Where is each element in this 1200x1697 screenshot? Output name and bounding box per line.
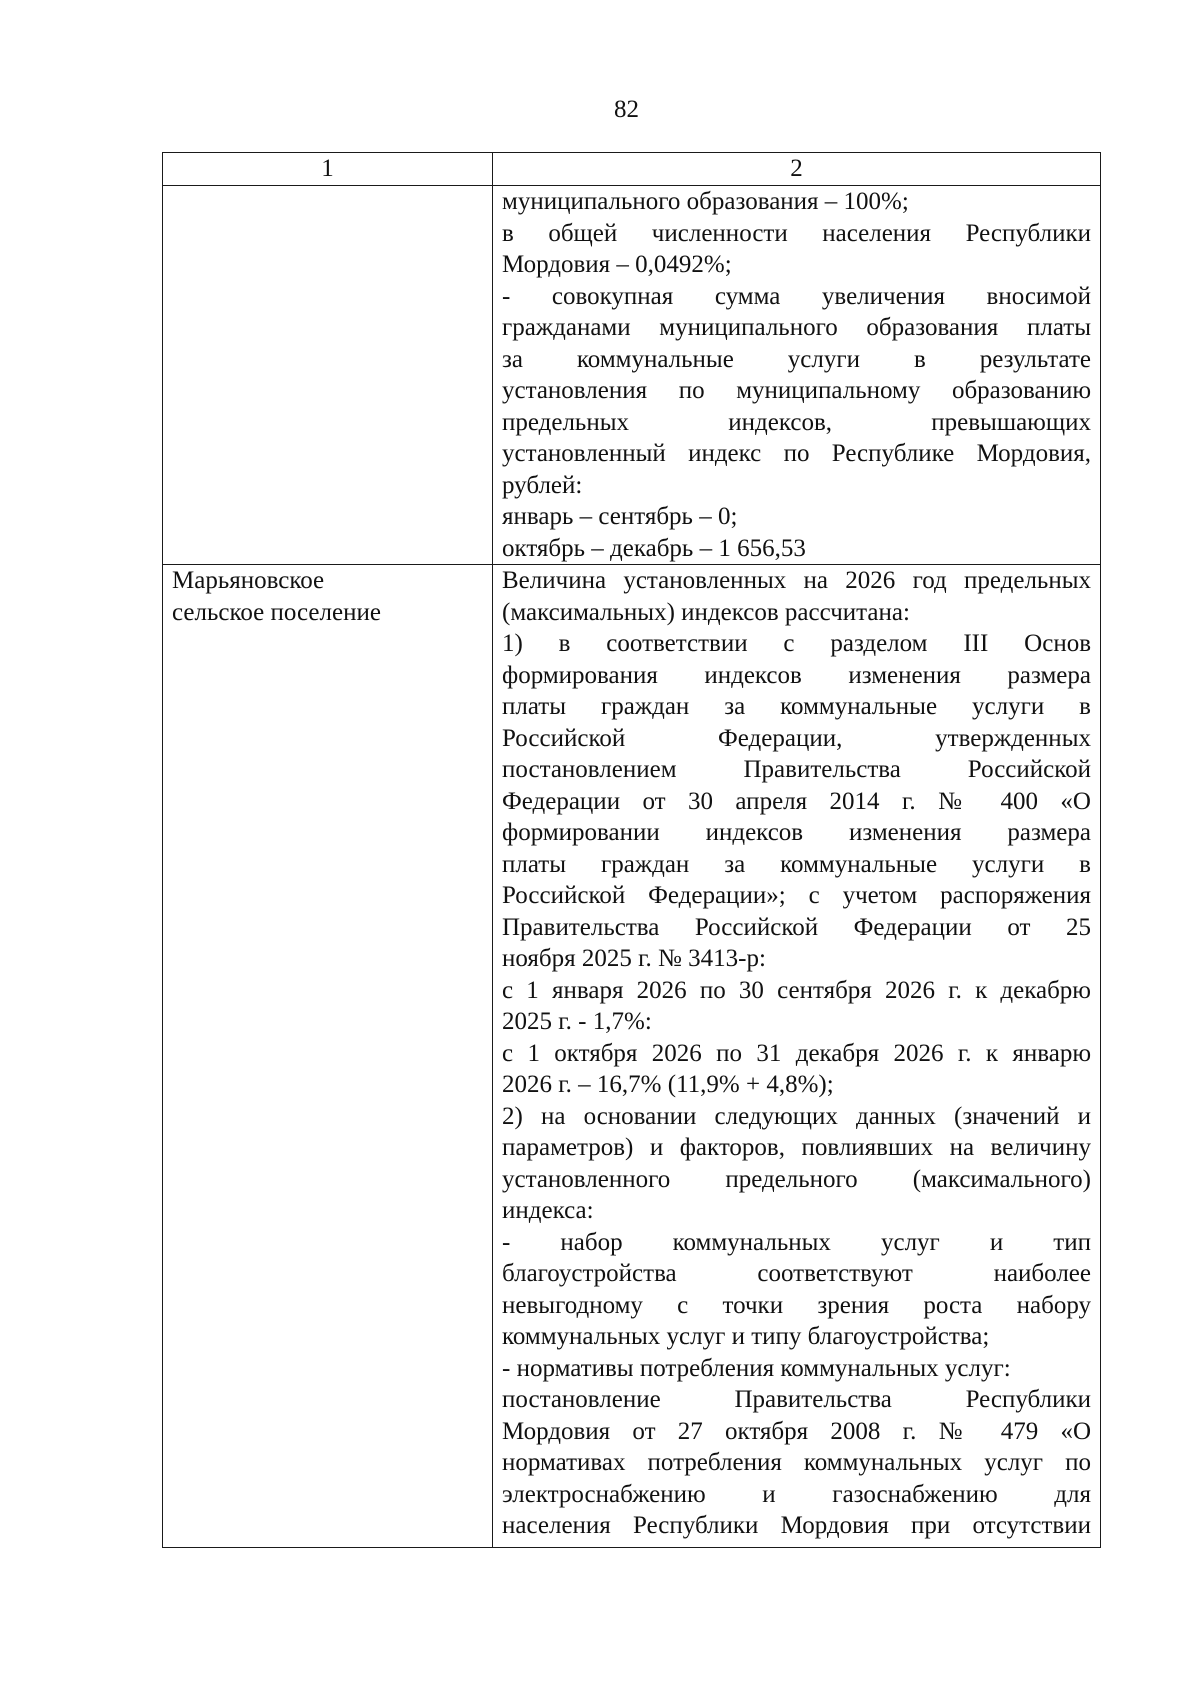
description-text-line: в общей численности населения Республики bbox=[502, 219, 1091, 247]
description-text-line: Величина установленных на 2026 год предельных bbox=[502, 567, 1091, 594]
description-text-line: предельных индексов, превышающих bbox=[502, 408, 1091, 436]
municipality-cell bbox=[163, 565, 493, 1548]
data-table bbox=[162, 152, 1101, 1548]
description-text-line: установленный индекс по Республике Мордовия, bbox=[502, 440, 1091, 467]
description-text-line: за коммунальные услуги в результате bbox=[502, 345, 1091, 373]
description-text-line: 2026 г. – 16,7% (11,9% + 4,8%); bbox=[502, 1071, 834, 1098]
municipality-name-line: сельское поселение bbox=[172, 598, 381, 626]
description-text-line: октябрь – декабрь – 1 656,53 bbox=[502, 534, 806, 562]
description-text-line: постановлением Правительства Российской bbox=[502, 756, 1091, 783]
description-text-line: параметров) и факторов, повлиявших на величину bbox=[502, 1134, 1091, 1161]
table-header-row bbox=[163, 153, 1101, 186]
description-text-line: Мордовия от 27 октября 2008 г. № 479 «О bbox=[502, 1417, 1091, 1445]
page-number: 82 bbox=[614, 96, 639, 123]
table-row bbox=[163, 565, 1101, 1548]
description-text-line: Мордовия – 0,0492%; bbox=[502, 251, 732, 278]
description-text-line: Российской Федерации, утвержденных bbox=[502, 724, 1091, 752]
description-text-line: Правительства Российской Федерации от 25 bbox=[502, 913, 1091, 941]
description-text-line: 1) в соответствии с разделом III Основ bbox=[502, 630, 1091, 657]
description-text-line: - нормативы потребления коммунальных услуг: bbox=[502, 1354, 1011, 1382]
table-row bbox=[163, 186, 1101, 565]
description-text-line: гражданами муниципального образования платы bbox=[502, 314, 1091, 341]
description-text-line: коммунальных услуг и типу благоустройства; bbox=[502, 1323, 990, 1350]
description-cell bbox=[493, 565, 1101, 1548]
description-text-line: постановление Правительства Республики bbox=[502, 1386, 1091, 1413]
description-text-line: ноября 2025 г. № 3413-р: bbox=[502, 945, 766, 972]
description-text-line: рублей: bbox=[502, 471, 583, 499]
description-text-line: январь – сентябрь – 0; bbox=[502, 503, 738, 530]
municipality-cell bbox=[163, 186, 493, 565]
description-text-line: (максимальных) индексов рассчитана: bbox=[502, 598, 910, 626]
description-text-line: индекса: bbox=[502, 1197, 594, 1224]
description-text-line: электроснабжению и газоснабжению для bbox=[502, 1480, 1091, 1508]
description-text-line: платы граждан за коммунальные услуги в bbox=[502, 850, 1091, 878]
description-text-line: невыгодному с точки зрения роста набору bbox=[502, 1291, 1091, 1319]
description-text-line: платы граждан за коммунальные услуги в bbox=[502, 693, 1091, 720]
municipality-name-line: Марьяновское bbox=[172, 567, 325, 594]
description-text-line: 2) на основании следующих данных (значений и bbox=[502, 1102, 1091, 1130]
column-header-2: 2 bbox=[493, 153, 1101, 186]
description-text-line: населения Республики Мордовия при отсутствии bbox=[502, 1512, 1091, 1539]
description-cell bbox=[493, 186, 1101, 565]
description-text-line: с 1 января 2026 по 30 сентября 2026 г. к декабрю bbox=[502, 976, 1091, 1004]
description-text-line: Российской Федерации»; с учетом распоряжения bbox=[502, 882, 1091, 909]
description-text-line: 2025 г. - 1,7%: bbox=[502, 1008, 652, 1035]
description-text-line: муниципального образования – 100%; bbox=[502, 188, 909, 215]
description-text-line: установленного предельного (максимального) bbox=[502, 1165, 1091, 1193]
description-text-line: нормативах потребления коммунальных услуг по bbox=[502, 1449, 1091, 1476]
description-text-line: - набор коммунальных услуг и тип bbox=[502, 1228, 1091, 1256]
description-text-line: установления по муниципальному образованию bbox=[502, 377, 1091, 404]
description-text-line: благоустройства соответствуют наиболее bbox=[502, 1260, 1091, 1287]
column-header-1: 1 bbox=[163, 153, 493, 186]
description-text-line: формировании индексов изменения размера bbox=[502, 819, 1091, 846]
description-text-line: формирования индексов изменения размера bbox=[502, 661, 1091, 689]
description-text-line: - совокупная сумма увеличения вносимой bbox=[502, 282, 1091, 310]
description-text-line: с 1 октября 2026 по 31 декабря 2026 г. к январю bbox=[502, 1039, 1091, 1067]
description-text-line: Федерации от 30 апреля 2014 г. № 400 «О bbox=[502, 787, 1091, 815]
